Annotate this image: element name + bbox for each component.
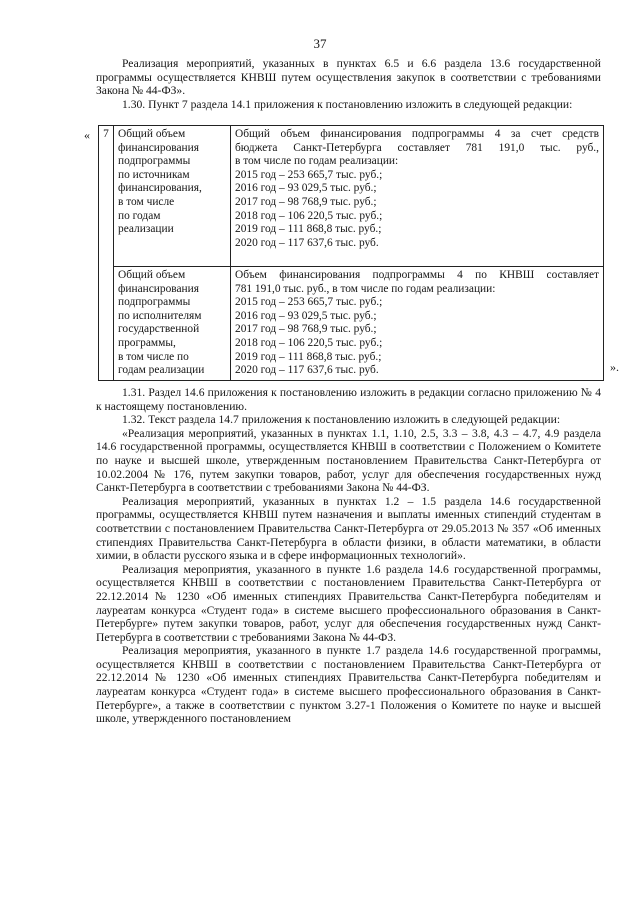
- row-value: [231, 126, 604, 267]
- label-line: Общий объем: [118, 268, 186, 281]
- year-line: 2019 год – 111 868,8 тыс. руб.;: [235, 350, 382, 363]
- label-line: в том числе по: [118, 350, 189, 363]
- year-line: 2017 год – 98 768,9 тыс. руб.;: [235, 195, 377, 208]
- paragraph: Реализация мероприятий, указанных в пунктах 1.2 – 1.5 раздела 14.6 государственной программы, осуществляется КНВШ путем назначения и выплаты именных стипендий студентам в соответствии с постановлением Правительства Санкт-Петербурга от 29.05.2013 № 357 «Об именных стипендиях Правительства Санкт-Петербурга в области физики, в области математики, в области химии, в области русского языка и в сфере информационных технологий».: [96, 494, 601, 563]
- value-intro-line: бюджета Санкт-Петербурга составляет 781 191,0 тыс. руб.,: [235, 141, 599, 154]
- label-line: Общий объем: [118, 128, 186, 140]
- bottom-text-block: [96, 386, 601, 726]
- paragraph: Реализация мероприятий, указанных в пунктах 6.5 и 6.6 раздела 13.6 государственной программы осуществляется КНВШ путем осуществления закупок в соответствии с требованиями Закона № 44-ФЗ».: [96, 57, 601, 98]
- label-line: подпрограммы: [118, 296, 191, 309]
- row-label: [114, 126, 231, 267]
- label-line: реализации: [118, 223, 174, 236]
- year-line: 2019 год – 111 868,8 тыс. руб.;: [235, 223, 382, 236]
- label-line: программы,: [118, 336, 176, 349]
- label-line: по источникам: [118, 168, 190, 181]
- label-line: финансирования: [118, 141, 199, 154]
- closing-quote: ».: [610, 360, 619, 374]
- paragraph: Реализация мероприятия, указанного в пункте 1.6 раздела 14.6 государственной программы, осуществляется КНВШ в соответствии с постановлением Правительства Санкт-Петербурга от 22.12.2014 № 1230 «Об именных стипендиях Правительства Санкт-Петербурга победителям и лауреатам конкурса «Студент года» в системе высшего профессионального образования в Санкт-Петербурге» путем закупки товаров, работ, услуг для обеспечения государственных нужд Санкт-Петербурга в соответствии с требованиями Закона № 44-ФЗ.: [96, 562, 601, 644]
- table-row: [99, 126, 604, 267]
- label-line: по исполнителям: [118, 309, 202, 322]
- value-intro-line: 781 191,0 тыс. руб., в том числе по годам реализации:: [235, 282, 496, 295]
- value-intro-line: в том числе по годам реализации:: [235, 155, 399, 168]
- year-line: 2016 год – 93 029,5 тыс. руб.;: [235, 182, 377, 195]
- value-intro-line: Объем финансирования подпрограммы 4 по КНВШ составляет: [235, 268, 599, 281]
- year-line: 2017 год – 98 768,9 тыс. руб.;: [235, 323, 377, 336]
- paragraph: 1.31. Раздел 14.6 приложения к постановлению изложить в редакции согласно приложению № 4 к настоящему постановлению.: [96, 386, 601, 413]
- label-line: по годам: [118, 209, 161, 222]
- opening-quote: «: [84, 128, 90, 142]
- label-line: финансирования,: [118, 182, 202, 195]
- label-line: подпрограммы: [118, 155, 191, 168]
- label-line: в том числе: [118, 195, 175, 208]
- year-line: 2018 год – 106 220,5 тыс. руб.;: [235, 336, 383, 349]
- paragraph: Реализация мероприятия, указанного в пункте 1.7 раздела 14.6 государственной программы, осуществляется КНВШ в соответствии с постановлением Правительства Санкт-Петербурга от 22.12.2014 № 1230 «Об именных стипендиях Правительства Санкт-Петербурга победителям и лауреатам конкурса «Студент года» в системе высшего профессионального образования в Санкт-Петербурге», а также в соответствии с пунктом 3.27-1 Положения о Комитете по науке и высшей школе, утвержденного постановлением: [96, 644, 601, 726]
- paragraph: 1.30. Пункт 7 раздела 14.1 приложения к постановлению изложить в следующей редакции:: [122, 97, 573, 111]
- row-number: 7: [99, 126, 114, 381]
- value-intro-line: Общий объем финансирования подпрограммы 4 за счет средств: [235, 128, 599, 140]
- label-line: финансирования: [118, 282, 199, 295]
- financing-table: [98, 125, 604, 381]
- table-row: [99, 266, 604, 380]
- label-line: государственной: [118, 323, 200, 336]
- year-line: 2015 год – 253 665,7 тыс. руб.;: [235, 168, 383, 181]
- top-text-block: [96, 57, 601, 111]
- year-line: 2016 год – 93 029,5 тыс. руб.;: [235, 309, 377, 322]
- row-value: [231, 266, 604, 380]
- label-line: годам реализации: [118, 364, 205, 377]
- year-line: 2020 год – 117 637,6 тыс. руб.: [235, 364, 379, 377]
- page-number: 37: [313, 36, 327, 51]
- year-line: 2018 год – 106 220,5 тыс. руб.;: [235, 209, 383, 222]
- paragraph: 1.32. Текст раздела 14.7 приложения к постановлению изложить в следующей редакции:: [122, 413, 561, 427]
- spacer: [235, 250, 599, 264]
- year-line: 2015 год – 253 665,7 тыс. руб.;: [235, 296, 383, 309]
- row-label: [114, 266, 231, 380]
- paragraph: «Реализация мероприятий, указанных в пунктах 1.1, 1.10, 2.5, 3.3 – 3.8, 4.3 – 4.7, 4.9 раздела 14.6 государственной программы, осуществляется КНВШ в соответствии с Положением о Комитете по науке и высшей школе, утвержденным постановлением Правительства Санкт-Петербурга от 10.02.2004 № 176, путем закупки товаров, работ, услуг для обеспечения государственных нужд Санкт-Петербурга в соответствии с требованиями Закона № 44-ФЗ.: [96, 426, 601, 495]
- year-line: 2020 год – 117 637,6 тыс. руб.: [235, 236, 379, 249]
